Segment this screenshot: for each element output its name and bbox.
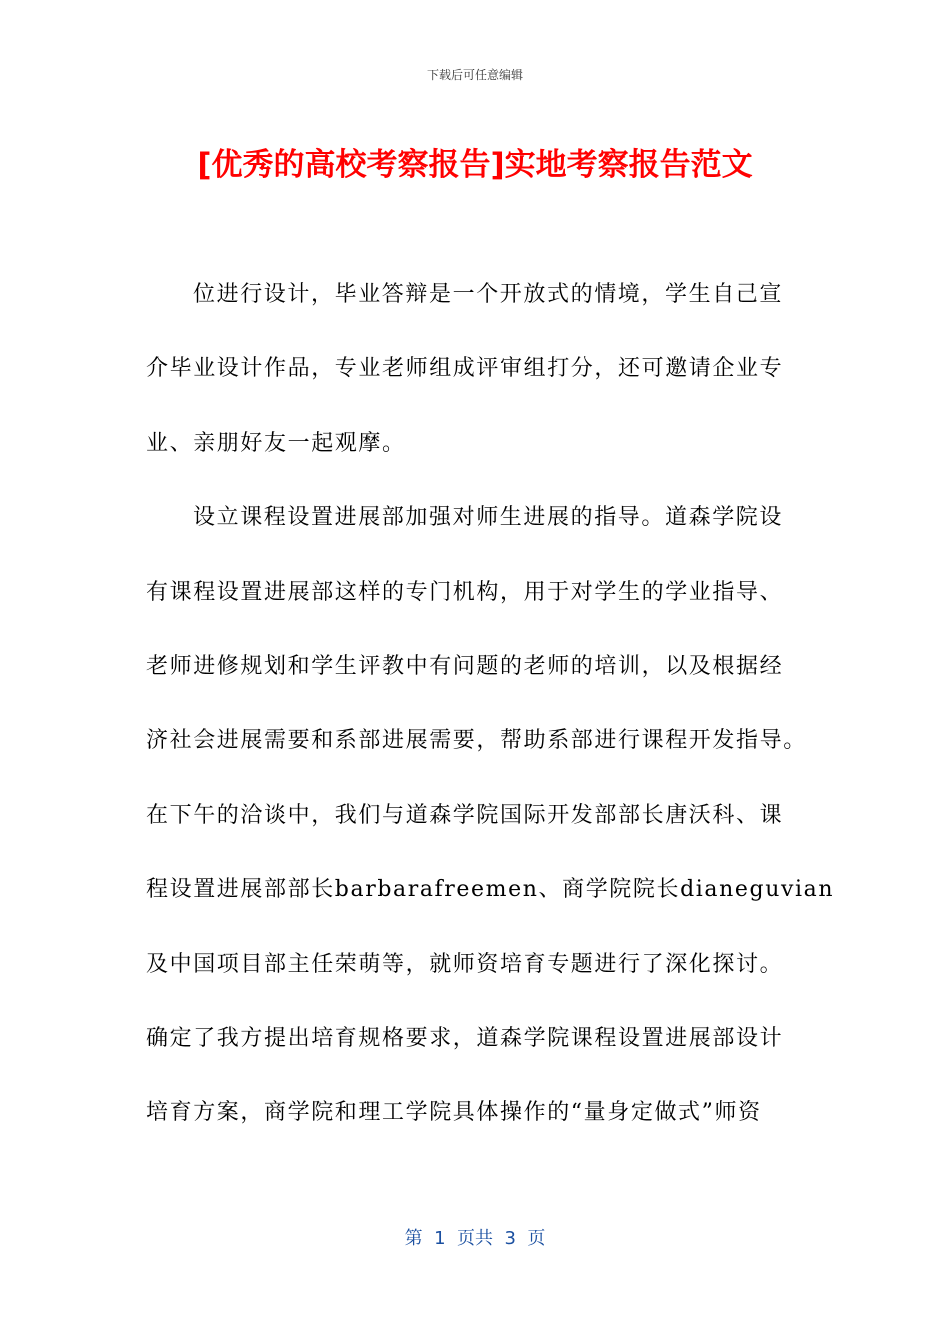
body-line: 位进行设计，毕业答辩是一个开放式的情境，学生自己宣 bbox=[193, 282, 784, 307]
body-line: 培育方案，商学院和理工学院具体操作的“量身定做式”师资 bbox=[146, 1100, 762, 1126]
body-line: 设立课程设置进展部加强对师生进展的指导。道森学院设 bbox=[193, 505, 784, 531]
body-line: 济社会进展需要和系部进展需要，帮助系部进行课程开发指导。 bbox=[146, 728, 807, 754]
body-line: 程设置进展部部长barbarafreemen、商学院院长dianeguvian bbox=[146, 877, 835, 903]
body-line: 介毕业设计作品，专业老师组成评审组打分，还可邀请企业专 bbox=[146, 356, 784, 382]
body-line: 有课程设置进展部这样的专门机构，用于对学生的学业指导、 bbox=[146, 579, 784, 605]
body-line: 老师进修规划和学生评教中有问题的老师的培训，以及根据经 bbox=[146, 653, 784, 679]
body-line: 业、亲朋好友一起观摩。 bbox=[146, 430, 406, 456]
document-title: [优秀的高校考察报告]实地考察报告范文 bbox=[197, 147, 753, 183]
page-indicator: 第 1 页共 3 页 bbox=[404, 1228, 546, 1249]
body-line: 确定了我方提出培育规格要求，道森学院课程设置进展部设计 bbox=[146, 1025, 784, 1051]
header-note: 下载后可任意编辑 bbox=[426, 68, 523, 82]
body-line: 在下午的洽谈中，我们与道森学院国际开发部部长唐沃科、课 bbox=[146, 802, 784, 828]
body-line: 及中国项目部主任荣萌等，就师资培育专题进行了深化探讨。 bbox=[146, 951, 784, 977]
document-body bbox=[146, 258, 835, 1151]
